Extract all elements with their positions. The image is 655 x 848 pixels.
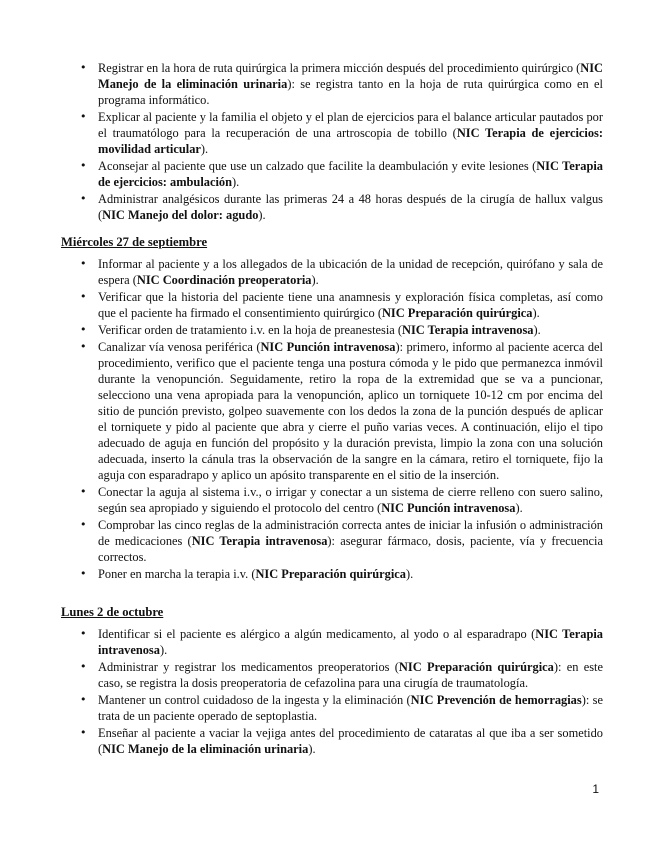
bullet-list [0, 626, 655, 757]
list-item: • Comprobar las cinco reglas de la administración correcta antes de iniciar la infusión o administración de medicaciones (NIC Terapia intravenosa): asegurar fármaco, dosis, paciente, vía y frecuencia correctos. [0, 517, 655, 565]
nic-label: NIC Punción intravenosa [381, 501, 516, 515]
nic-label: NIC Prevención de hemorragias [410, 693, 582, 707]
list-item: • Administrar y registrar los medicamentos preoperatorios (NIC Preparación quirúrgica): en este caso, se registra la dosis preoperatoria de cefazolina para una cirugía de traumatología. [0, 659, 655, 691]
list-item: • Verificar orden de tratamiento i.v. en la hoja de preanestesia (NIC Terapia intravenosa). [0, 322, 655, 338]
nic-label: NIC Preparación quirúrgica [381, 306, 533, 320]
list-item: • Identificar si el paciente es alérgico a algún medicamento, al yodo o al esparadrapo (NIC Terapia intravenosa). [0, 626, 655, 658]
nic-label: NIC Terapia intravenosa [191, 534, 328, 548]
section-heading: Miércoles 27 de septiembre [61, 235, 208, 249]
list-item: • Administrar analgésicos durante las primeras 24 a 48 horas después de la cirugía de hallux valgus (NIC Manejo del dolor: agudo). [0, 191, 655, 223]
list-item: • Aconsejar al paciente que use un calzado que facilite la deambulación y evite lesiones (NIC Terapia de ejercicios: ambulación). [0, 158, 655, 190]
list-item: • Mantener un control cuidadoso de la ingesta y la eliminación (NIC Prevención de hemorragias): se trata de un paciente operado de septoplastia. [0, 692, 655, 724]
nic-label: NIC Terapia de ejercicios: movilidad articular [98, 126, 603, 156]
page-number: 1 [592, 782, 599, 796]
list-item: • Registrar en la hora de ruta quirúrgica la primera micción después del procedimiento quirúrgico (NIC Manejo de la eliminación urinaria): se registra tanto en la hoja de ruta quirúrgica como en el programa informático. [0, 60, 655, 108]
nic-label: NIC Coordinación preoperatoria [136, 273, 312, 287]
list-item: • Verificar que la historia del paciente tiene una anamnesis y exploración física completas, así como que el paciente ha firmado el consentimiento quirúrgico (NIC Preparación quirúrgica). [0, 289, 655, 321]
nic-label: NIC Preparación quirúrgica [398, 660, 554, 674]
list-item: • Informar al paciente y a los allegados de la ubicación de la unidad de recepción, quirófano y sala de espera (NIC Coordinación preoperatoria). [0, 256, 655, 288]
nic-label: NIC Manejo de la eliminación urinaria [98, 61, 603, 91]
nic-label: NIC Manejo de la eliminación urinaria [102, 742, 309, 756]
list-item: • Canalizar vía venosa periférica (NIC Punción intravenosa): primero, informo al paciente acerca del procedimiento, verifico que el paciente tenga una postura cómoda y le pido que permanezca inmóvil durante la venopunción. Seguidamente, retiro la ropa de la extremidad que se va a puncionar, selecciono una vena apropiada para la venopunción, aplico un torniquete 10-12 cm por encima del sitio de punción previsto, golpeo suavemente con los dedos la zona de la punción después de aplicar el torniquete y pido al paciente que abra y cierre el puño varias veces. A continuación, elijo el tipo adecuado de aguja en función del propósito y la duración prevista, limpio la zona con una solución adecuada, inserto la cánula tras la observación de la sangre en la cámara, retiro el torniquete, fijo la aguja con esparadrapo y aplico un apósito transparente en el sitio de la inserción. [0, 339, 655, 483]
list-item: • Poner en marcha la terapia i.v. (NIC Preparación quirúrgica). [0, 566, 655, 582]
bullet-list [0, 256, 655, 582]
section-heading: Lunes 2 de octubre [61, 605, 164, 619]
nic-label: NIC Punción intravenosa [260, 340, 396, 354]
nic-label: NIC Preparación quirúrgica [255, 567, 406, 581]
nic-label: NIC Manejo del dolor: agudo [102, 208, 259, 222]
section-continuation [0, 60, 655, 224]
nic-label: NIC Terapia intravenosa [402, 323, 534, 337]
list-item: • Explicar al paciente y la familia el objeto y el plan de ejercicios para el balance articular pautados por el traumatólogo para la recuperación de una artroscopia de tobillo (NIC Terapia de ejercicios: movilidad articular). [0, 109, 655, 157]
nic-label: NIC Terapia de ejercicios: ambulación [98, 159, 603, 189]
nic-label: NIC Terapia intravenosa [98, 627, 603, 657]
section-lunes [0, 626, 655, 758]
list-item: • Enseñar al paciente a vaciar la vejiga antes del procedimiento de cataratas al que iba a ser sometido (NIC Manejo de la eliminación urinaria). [0, 725, 655, 757]
bullet-list [0, 60, 655, 223]
section-miercoles [0, 256, 655, 583]
list-item: • Conectar la aguja al sistema i.v., o irrigar y conectar a un sistema de cierre relleno con suero salino, según sea apropiado y siguiendo el protocolo del centro (NIC Punción intravenosa). [0, 484, 655, 516]
